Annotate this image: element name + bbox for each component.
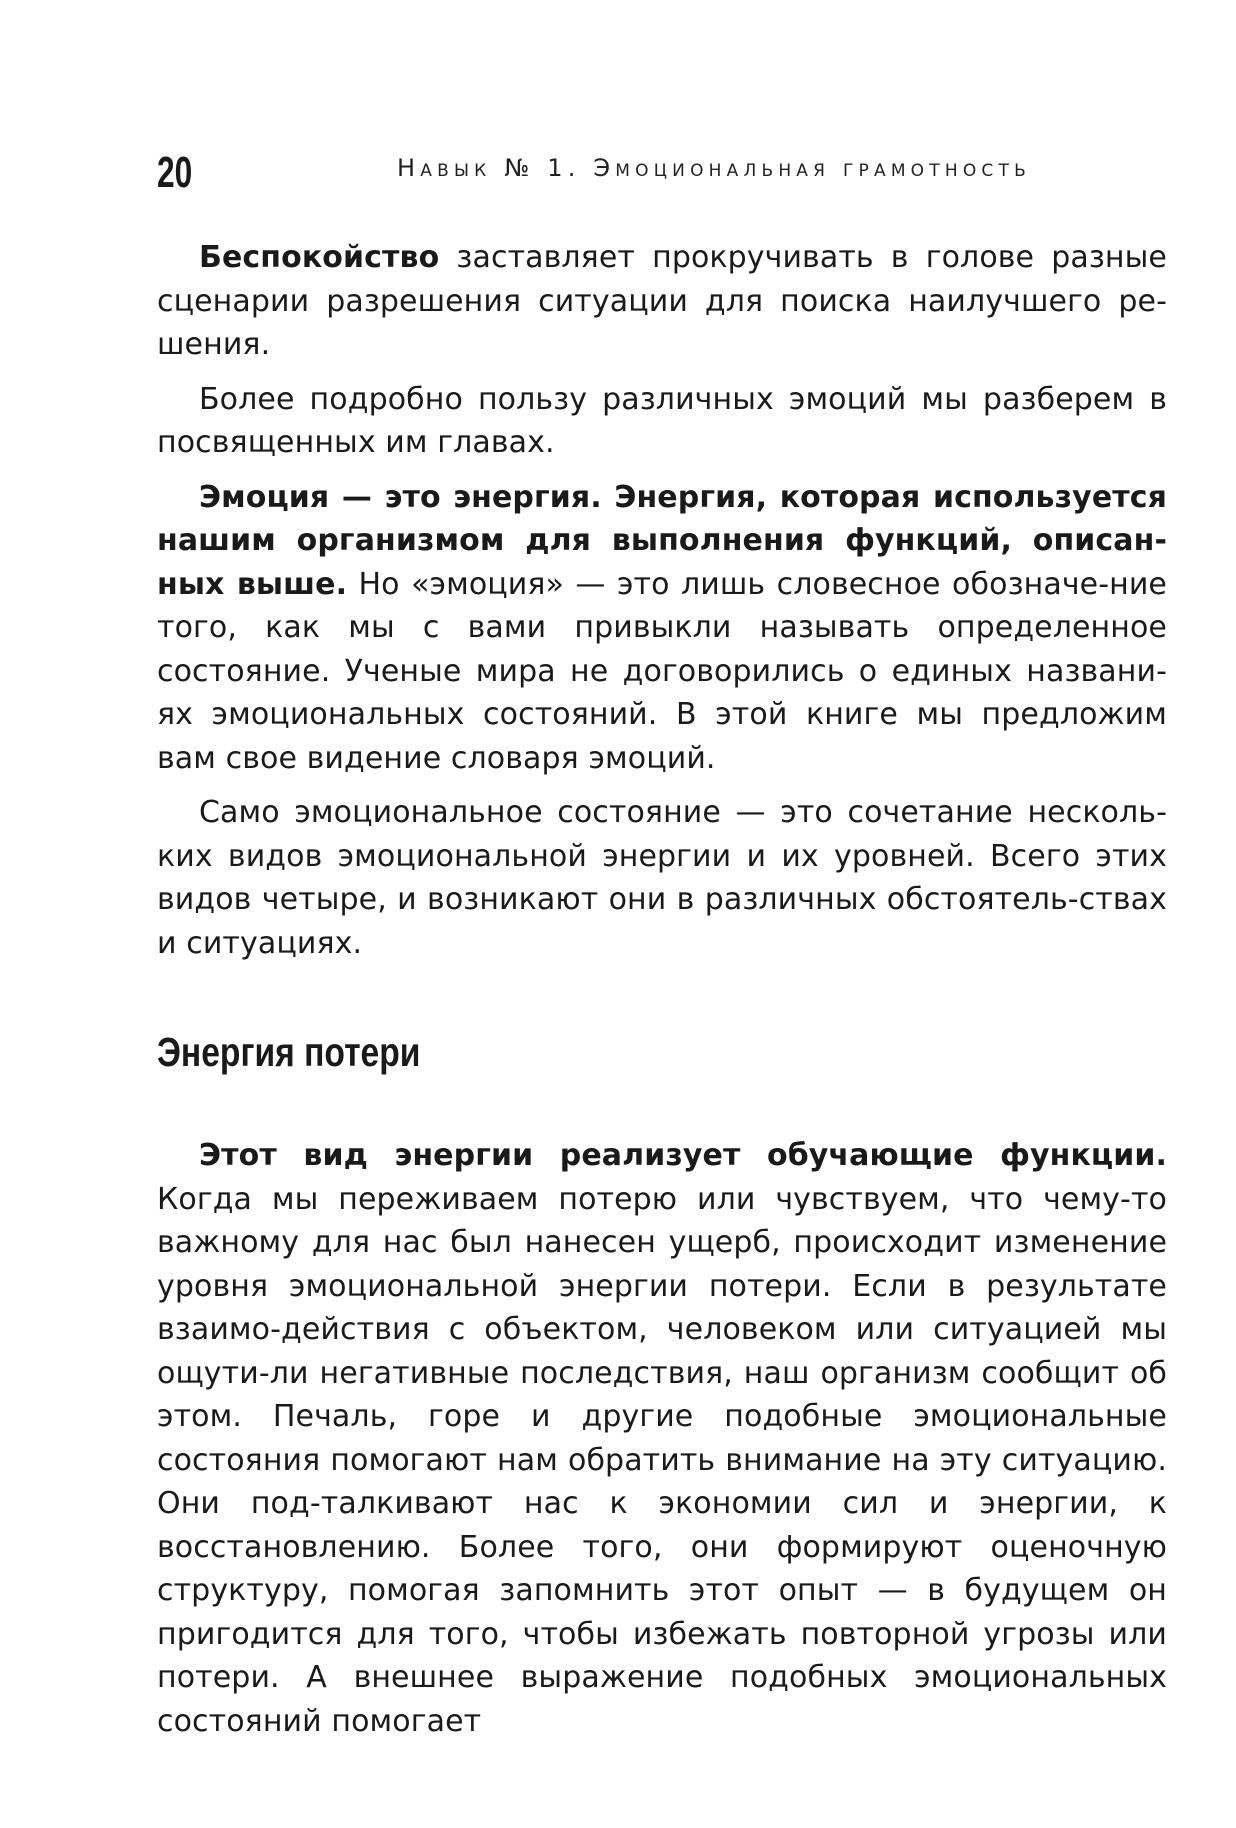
- paragraph-emotional-state: [157, 791, 1167, 965]
- section-heading: Энергия потери: [157, 1029, 421, 1075]
- chapter-title: Навык № 1. Эмоциональная грамотность: [397, 154, 1031, 182]
- paragraph-loss-energy: [157, 1134, 1167, 1743]
- running-head: [157, 148, 1167, 204]
- paragraph-text: Само эмоциональное состояние — это сочетание несколь-ких видов эмоциональной энергии и их уровней. Всего этих видов четыре, и возникают они в различных обстоятель-ствах и ситуациях.: [157, 795, 1167, 961]
- paragraph-benefits: [157, 378, 1167, 465]
- bold-lead: Этот вид энергии реализует обучающие функции.: [199, 1138, 1167, 1173]
- paragraph-text: Когда мы переживаем потерю или чувствуем, что чему-то важному для нас был нанесен ущерб, происходит изменение уровня эмоциональной энергии потери. Если в результате взаимо-действия с объектом, человеком или ситуацией мы ощути-ли негативные последствия, наш организм сообщит об этом. Печаль, горе и другие подобные эмоциональные состояния помогают нам обратить внимание на эту ситуацию. Они под-талкивают нас к экономии сил и энергии, к восстановлению. Более того, они формируют оценочную структуру, помогая запомнить этот опыт — в будущем он пригодится для того, чтобы избежать повторной угрозы или потери. А внешнее выражение подобных эмоциональных состояний помогает: [157, 1181, 1167, 1739]
- bold-lead: Эмоция — это энергия. Энергия, которая используется нашим организмом для выполнения функций, описан-ных выше.: [157, 479, 1167, 602]
- bold-lead: Беспокойство: [199, 240, 440, 275]
- page-number: 20: [157, 148, 193, 197]
- paragraph-text: Более подробно пользу различных эмоций мы разберем в посвященных им главах.: [157, 381, 1167, 460]
- body-text: [157, 236, 1167, 1754]
- paragraph-anxiety: [157, 236, 1167, 367]
- paragraph-emotion-energy: [157, 476, 1167, 781]
- paragraph-text: заставляет прокручивать в голове разные сценарии разрешения ситуации для поиска наилучшего ре-шения.: [157, 240, 1167, 362]
- book-page: [157, 0, 1167, 1828]
- paragraph-text: Но «эмоция» — это лишь словесное обозначе-ние того, как мы с вами привыкли называть определенное состояние. Ученые мира не договорились о единых названи-ях эмоциональных состояний. В этой книге мы предложим вам свое видение словаря эмоций.: [157, 566, 1167, 776]
